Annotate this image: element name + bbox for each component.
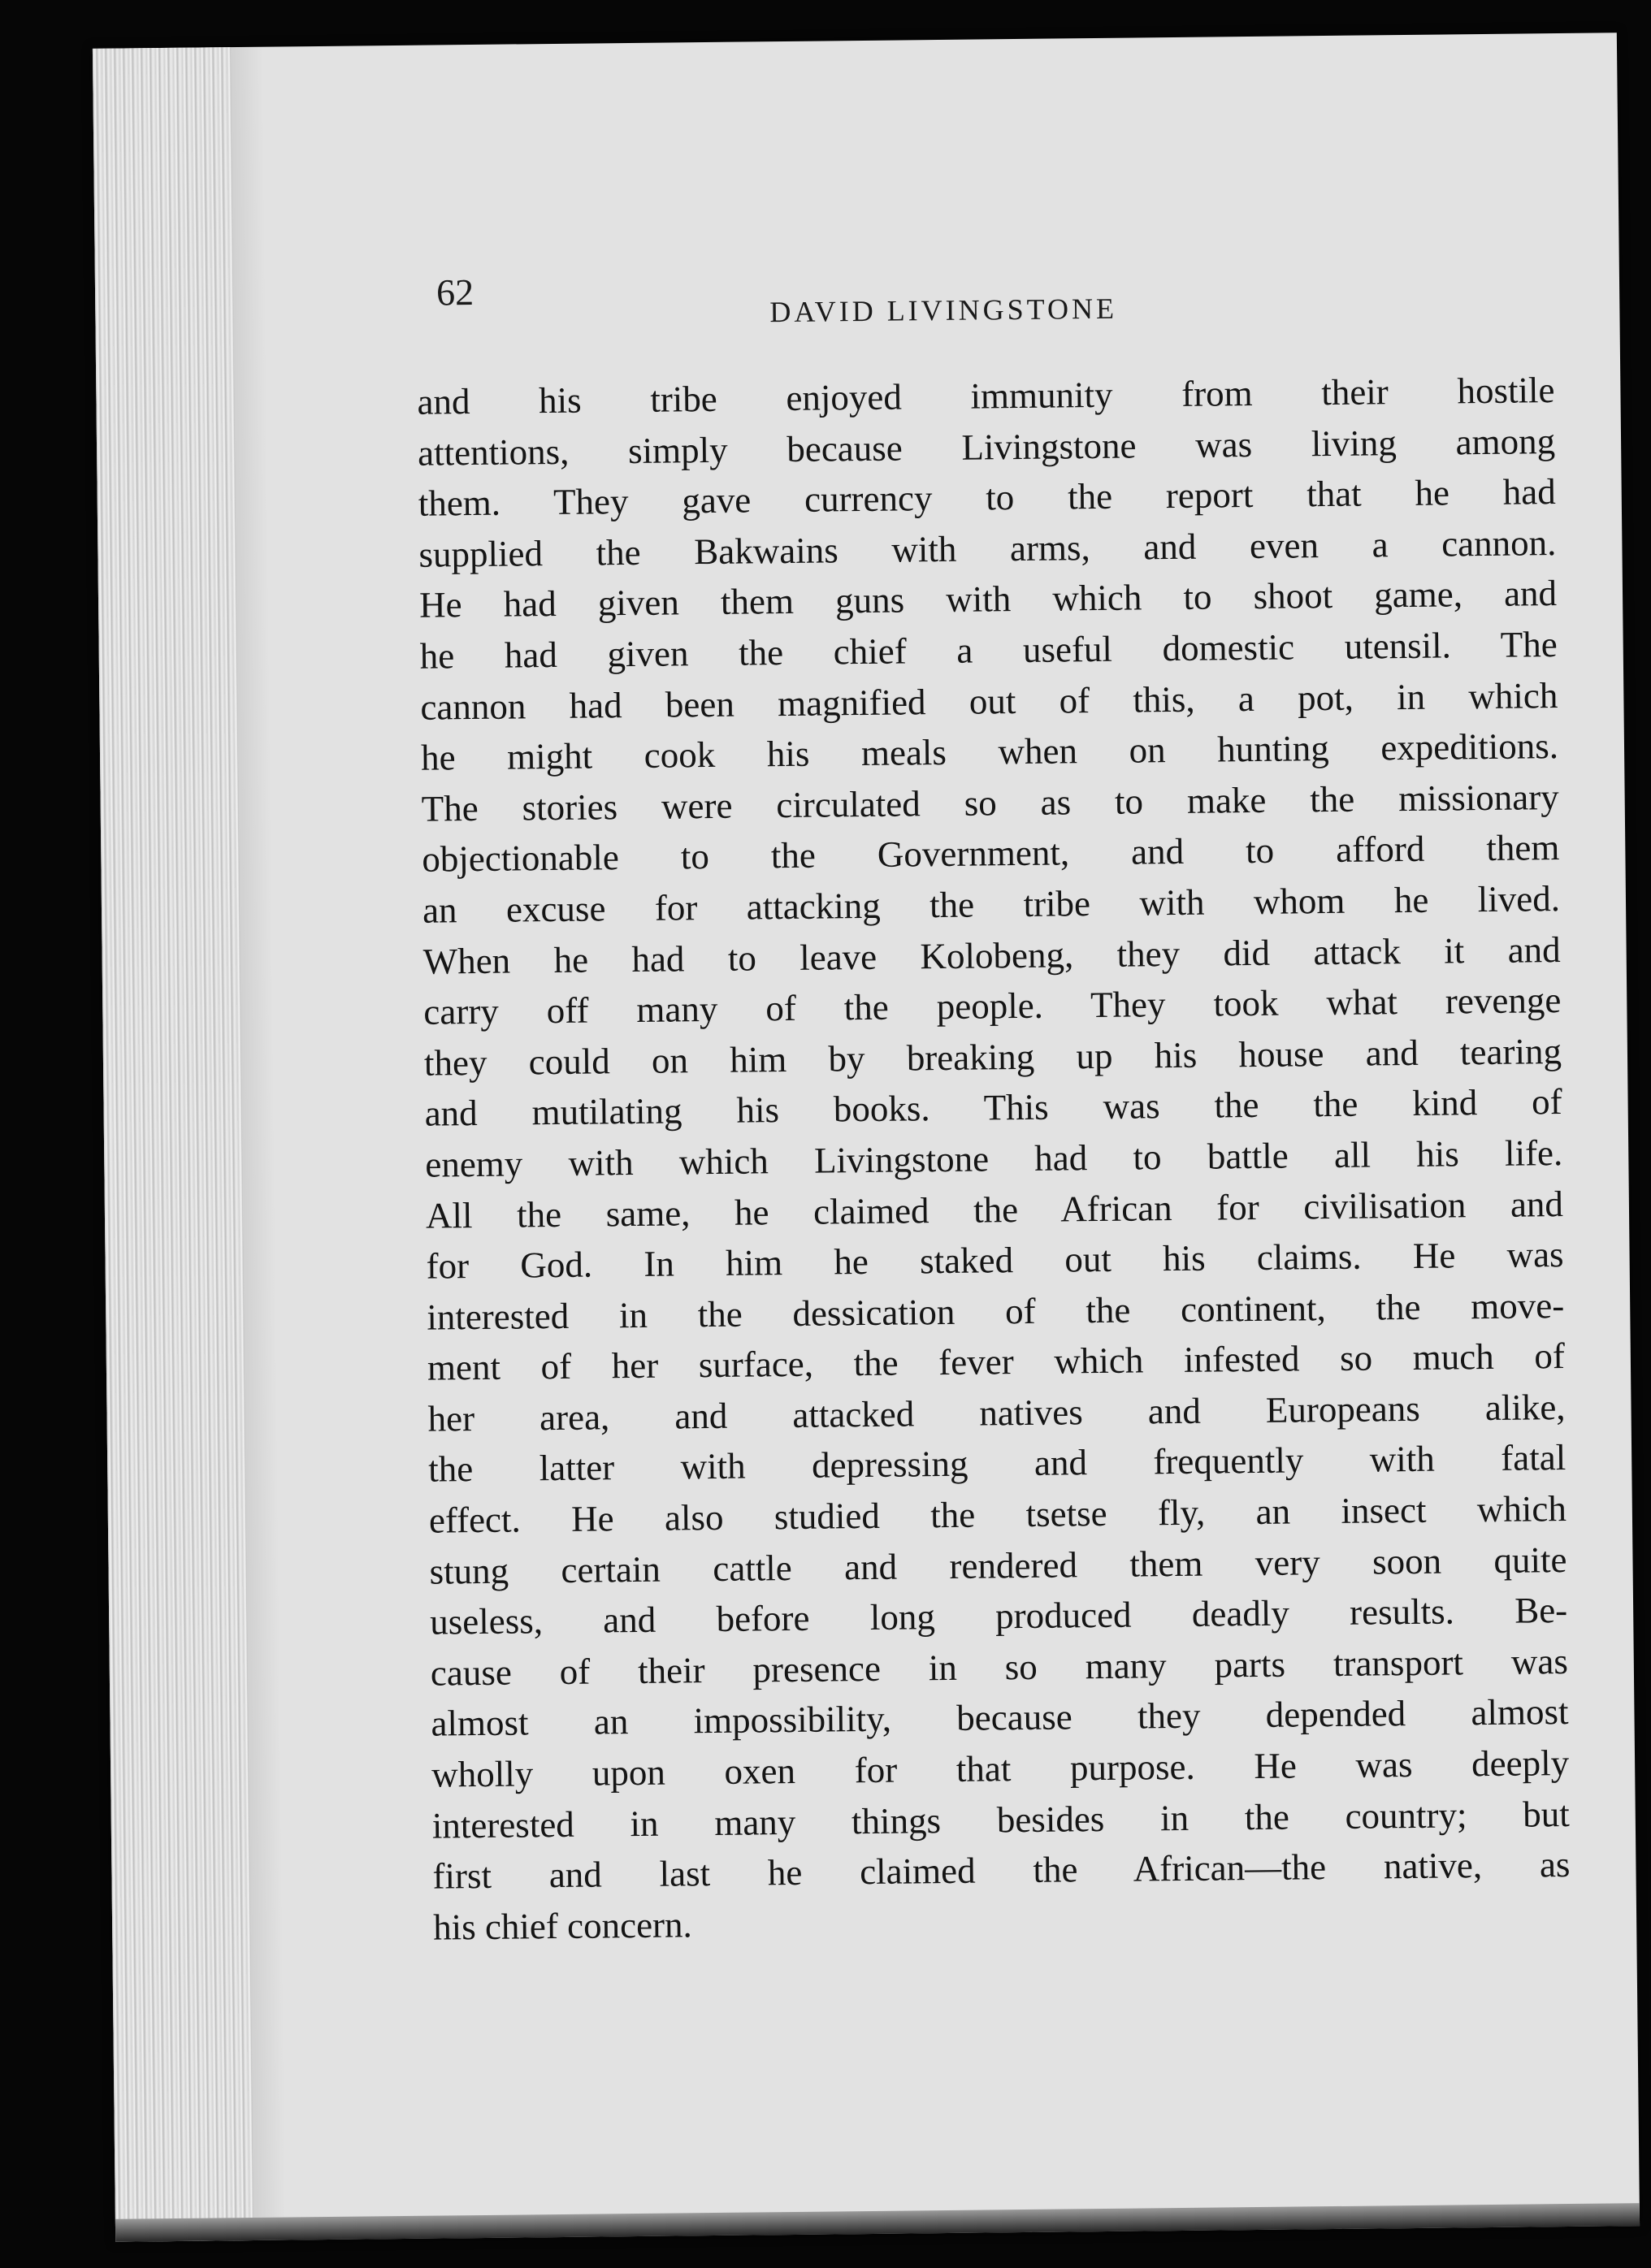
text-line: interested in many things besides in the country; but — [431, 1793, 1571, 1846]
text-line: the latter with depressing and frequently with fatal — [427, 1437, 1566, 1491]
text-line: for God. In him he staked out his claims. He was — [426, 1234, 1564, 1287]
text-line: ment of her surface, the fever which infested so much of — [427, 1335, 1566, 1388]
book-block-edge — [115, 2203, 1640, 2242]
text-line: and his tribe enjoyed immunity from their hostile — [417, 370, 1555, 422]
text-line: cause of their presence in so many parts transport was — [430, 1640, 1569, 1694]
text-line: wholly upon oxen for that purpose. He was deeply — [431, 1742, 1570, 1795]
body-text — [417, 365, 1571, 1953]
text-line: his chief concern. — [432, 1904, 693, 1948]
text-line: and mutilating his books. This was the the kind of — [424, 1081, 1562, 1134]
text-line: first and last he claimed the African—the native, as — [432, 1844, 1571, 1897]
text-line: stung certain cattle and rendered them very soon quite — [429, 1539, 1567, 1592]
text-line: almost an impossibility, because they depended almost — [431, 1691, 1569, 1745]
page-number: 62 — [436, 271, 474, 314]
text-line: effect. He also studied the tsetse fly, an insect which — [428, 1488, 1567, 1541]
text-line: objectionable to the Government, and to afford them — [422, 827, 1560, 881]
text-line: enemy with which Livingstone had to battle all his life. — [425, 1132, 1563, 1185]
text-line: attentions, simply because Livingstone was living among — [417, 420, 1556, 474]
text-line: carry off many of the people. They took what revenge — [423, 980, 1562, 1032]
running-title: DAVID LIVINGSTONE — [769, 292, 1118, 329]
text-line: interested in the dessication of the continent, the move- — [427, 1284, 1565, 1338]
text-line: they could on him by breaking up his house and tearing — [423, 1030, 1562, 1084]
text-line: useless, and before long produced deadly results. Be- — [429, 1590, 1568, 1643]
text-line: He had given them guns with which to shoot game, and — [418, 573, 1558, 626]
text-line: All the same, he claimed the African for civilisation and — [425, 1183, 1564, 1236]
text-line: her area, and attacked natives and Europeans alike, — [427, 1386, 1566, 1439]
text-line: supplied the Bakwains with arms, and even a cannon. — [418, 522, 1557, 575]
text-line: them. They gave currency to the report that he had — [418, 471, 1556, 524]
page-edges — [93, 47, 254, 2242]
text-line: he had given the chief a useful domestic utensil. The — [419, 624, 1558, 677]
text-line: he might cook his meals when on hunting expeditions. — [420, 725, 1559, 778]
text-line: an excuse for attacking the tribe with whom he lived. — [422, 877, 1561, 931]
text-line: The stories were circulated so as to make the missionary — [421, 776, 1559, 829]
book-page — [93, 32, 1640, 2241]
text-line: cannon had been magnified out of this, a pot, in which — [420, 674, 1558, 728]
text-line: When he had to leave Kolobeng, they did attack it and — [422, 928, 1561, 982]
